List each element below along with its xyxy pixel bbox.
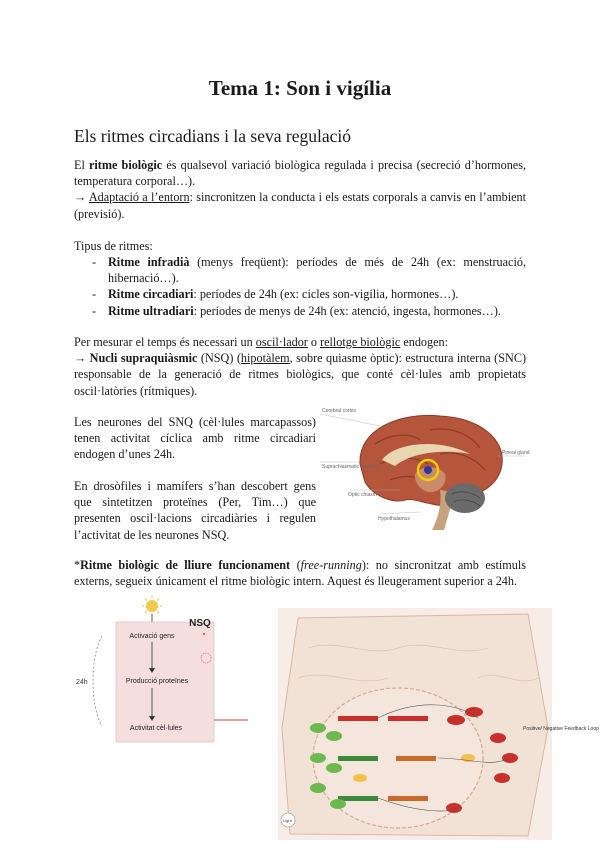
nsq-step-gens: Activació gens	[129, 633, 175, 640]
cell-clock-illustration	[278, 608, 599, 840]
brain-label-cortex: Cerebral cortex	[322, 408, 357, 414]
section-heading: Els ritmes circadians i la seva regulació	[74, 126, 351, 146]
nsq-step-activitat: Activitat cèl·lules	[129, 725, 183, 732]
sun-icon	[142, 596, 162, 616]
nsq-diagram	[72, 596, 252, 746]
nsq-period-label: 24h	[76, 679, 88, 686]
paragraph-drosofiles: En drosòfiles i mamífers s’han descobert gens que sintetitzen proteïnes (Per, Tim…) que presenten oscil·lacions circadiàries i regulen l’activitat de les neurones NSQ.	[74, 479, 316, 542]
brain-label-chiasm: Optic chiasm	[348, 492, 377, 498]
brain-illustration	[320, 404, 530, 534]
list-item: - Ritme circadiari: períodes de 24h (ex: cicles son-vigília, hormones…).	[90, 286, 526, 302]
brain-label-hypothalamus: Hypothalamus	[378, 516, 410, 522]
nsq-header: NSQ	[189, 618, 211, 629]
list-item: - Ritme infradià (menys freqüent): períodes de més de 24h (ex: menstruació, hibernació…).	[90, 254, 526, 286]
types-list	[90, 254, 526, 319]
page-title: Tema 1: Son i vigília	[208, 76, 392, 100]
light-label: Light	[283, 818, 292, 823]
brain-label-scn: Suprachiasmatic nucleus	[322, 464, 378, 470]
list-item: - Ritme ultradiari: períodes de menys de 24h (ex: atenció, ingesta, hormones…).	[90, 303, 526, 319]
paragraph-neurones-snq: Les neurones del SNQ (cèl·lules marcapassos) tenen activitat cíclica amb ritme circadiari endogen d’unes 24h.	[74, 415, 316, 462]
feedback-loop-label: Positive/ Negative Feedback Loop	[523, 726, 599, 732]
nsq-step-proteines: Producció proteïnes	[125, 678, 189, 685]
brain-label-pineal: Pineal gland	[502, 450, 530, 456]
types-heading: Tipus de ritmes:	[74, 239, 153, 253]
paragraph-oscillador: Per mesurar el temps és necessari un oscil·lador o rellotge biològic endogen: → Nucli supraquiàsmic (NSQ) (hipotàlem, sobre quiasme òptic): estructura interna (SNC) responsable de la generació de ritmes biològics, que conté cèl·lules amb propietats oscil·latòries (rítmiques).	[74, 335, 527, 398]
paragraph-ritme-biologic: El ritme biològic és qualsevol variació biològica regulada i precisa (secreció d’hormones, temperatura corporal…). → Adaptació a l’entorn: sincronitzen la conducta i els estats corporals a canvis en l’ambient (previsió).	[74, 158, 526, 221]
paragraph-free-running: *Ritme biològic de lliure funcionament (free-running): no sincronitzat amb estímuls externs, segueix únicament el ritme biològic intern. Aquest és lleugerament superior a 24h.	[74, 558, 526, 589]
